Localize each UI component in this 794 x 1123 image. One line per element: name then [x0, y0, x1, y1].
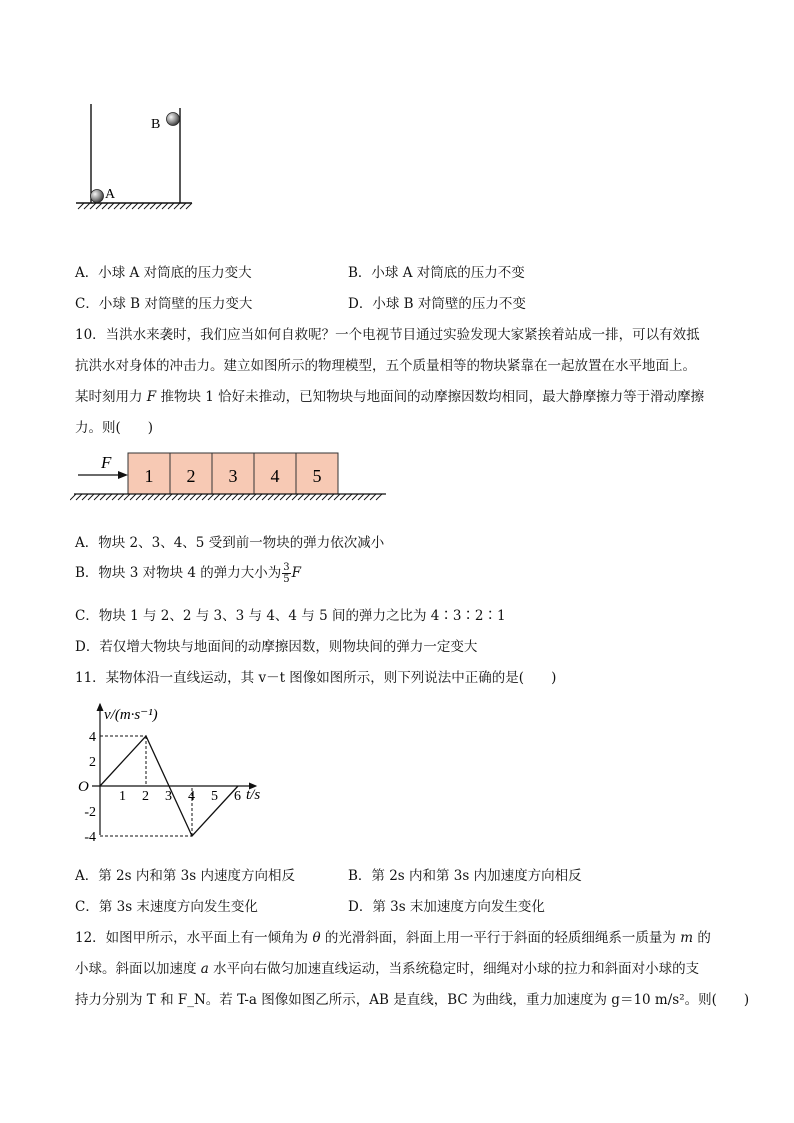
svg-text:5: 5 — [312, 466, 322, 486]
y-tick-label: -4 — [84, 830, 96, 845]
ground-hatch — [94, 494, 100, 500]
q9-option-c: C．小球 B 对筒壁的压力变大 — [75, 296, 253, 312]
ball-b — [167, 113, 180, 126]
x-tick-label: 6 — [234, 789, 241, 804]
q10-option-d: D．若仅增大物块与地面间的动摩擦因数，则物块间的弹力一定变大 — [75, 639, 478, 655]
q11-option-b: B．第 2s 内和第 3s 内加速度方向相反 — [348, 868, 582, 884]
y-tick-label: -2 — [84, 805, 96, 820]
blocks-figure — [70, 448, 390, 510]
ground-hatch — [166, 494, 172, 500]
q10-option-a: A．物块 2、3、4、5 受到前一物块的弹力依次减小 — [75, 535, 385, 551]
ball-a — [91, 190, 104, 203]
ground-hatch — [364, 494, 370, 500]
ground-hatch — [304, 494, 310, 500]
ground-hatch — [136, 494, 142, 500]
q11-option-c: C．第 3s 末速度方向发生变化 — [75, 899, 258, 915]
q9-option-d: D．小球 B 对筒壁的压力不变 — [348, 296, 526, 312]
y-tick-label: 2 — [89, 755, 96, 770]
ground-hatch — [262, 494, 268, 500]
x-axis-label: t/s — [246, 787, 261, 803]
x-tick-label: 4 — [188, 789, 195, 804]
ground-hatch — [112, 494, 118, 500]
q10-option-b: B．物块 3 对物块 4 的弹力大小为 $\frac{3}{5}$ F — [75, 562, 302, 585]
q10-stem-line3: 某时刻用力 F 推物块 1 恰好未推动，已知物块与地面间的动摩擦因数均相同，最大静摩擦力等于滑动摩擦 — [75, 389, 705, 405]
q12-stem-line2: 小球。斜面以加速度 a 水平向右做匀加速直线运动，当系统稳定时，细绳对小球的拉力和斜面对小球的支 — [75, 961, 700, 977]
ground-hatch — [118, 494, 124, 500]
ground-hatch — [352, 494, 358, 500]
label-a: A — [105, 187, 116, 202]
q9-option-b: B．小球 A 对筒底的压力不变 — [348, 265, 525, 281]
vt-graph — [70, 700, 280, 845]
fraction-three-fifths: $\frac{3}{5}$ — [283, 562, 290, 585]
ground-hatch — [250, 494, 256, 500]
block-2 — [170, 453, 212, 494]
ground-hatch — [76, 494, 82, 500]
ground-hatch — [226, 494, 232, 500]
ground-hatch — [274, 494, 280, 500]
ground-hatch — [196, 494, 202, 500]
y-axis-label: v/(m·s⁻¹) — [104, 707, 158, 723]
ground-hatch — [298, 494, 304, 500]
ground-hatch — [358, 494, 364, 500]
force-label: F — [101, 453, 112, 472]
y-tick-label: 4 — [89, 730, 96, 745]
ground-hatch — [160, 494, 166, 500]
ground-hatch — [220, 494, 226, 500]
q12-stem-line1: 12．如图甲所示，水平面上有一倾角为 θ 的光滑斜面，斜面上用一平行于斜面的轻质细绳系一质量为 m 的 — [75, 930, 711, 946]
block-5 — [296, 453, 338, 494]
ground-hatch — [268, 494, 274, 500]
svg-text:1: 1 — [144, 466, 154, 486]
block-4 — [254, 453, 296, 494]
ground-hatch — [322, 494, 328, 500]
ground-hatch — [190, 494, 196, 500]
ground-hatch — [208, 494, 214, 500]
ground-hatch — [106, 494, 112, 500]
ground-hatch — [70, 494, 76, 500]
block-3 — [212, 453, 254, 494]
ground-hatch — [316, 494, 322, 500]
ground-hatch — [328, 494, 334, 500]
x-tick-label: 2 — [142, 789, 149, 804]
ground-hatch — [100, 494, 106, 500]
ground-hatch — [184, 494, 190, 500]
q9-option-a: A．小球 A 对筒底的压力变大 — [75, 265, 252, 281]
q10-stem-line1: 10．当洪水来袭时，我们应当如何自救呢？一个电视节目通过实验发现大家紧挨着站成一排，可以有效抵 — [75, 327, 700, 343]
svg-text:3: 3 — [228, 466, 238, 486]
ground-hatch — [238, 494, 244, 500]
ground-hatch — [370, 494, 376, 500]
ground-hatch — [232, 494, 238, 500]
q11-option-d: D．第 3s 末加速度方向发生变化 — [348, 899, 545, 915]
ground-hatch — [88, 494, 94, 500]
origin-label: O — [78, 779, 89, 795]
ground-hatch — [124, 494, 130, 500]
block-1 — [128, 453, 170, 494]
x-tick-label: 1 — [119, 789, 126, 804]
ground-hatch — [340, 494, 346, 500]
x-tick-label: 5 — [211, 789, 218, 804]
ground-hatch — [148, 494, 154, 500]
ground-hatch — [280, 494, 286, 500]
ground-hatch — [82, 494, 88, 500]
ground-hatch — [346, 494, 352, 500]
q10-option-c: C．物块 1 与 2、2 与 3、3 与 4、4 与 5 间的弹力之比为 4∶3∶2∶1 — [75, 608, 506, 624]
ground-hatch — [172, 494, 178, 500]
ground-hatch — [292, 494, 298, 500]
ground-hatch — [286, 494, 292, 500]
ground-hatch — [178, 494, 184, 500]
ground-hatch — [334, 494, 340, 500]
label-b: B — [151, 117, 161, 132]
force-arrow — [78, 471, 128, 479]
ground-hatch — [202, 494, 208, 500]
ground-hatch — [214, 494, 220, 500]
q11-option-a: A．第 2s 内和第 3s 内速度方向相反 — [75, 868, 295, 884]
x-tick-label: 3 — [165, 789, 172, 804]
ground-hatch — [130, 494, 136, 500]
q10-stem-line4: 力。则( ) — [75, 420, 154, 436]
ground-hatch — [376, 494, 382, 500]
q11-stem: 11．某物体沿一直线运动，其 v－t 图像如图所示，则下列说法中正确的是( ) — [75, 670, 557, 686]
ground-hatch — [310, 494, 316, 500]
ground-hatch — [142, 494, 148, 500]
svg-text:4: 4 — [270, 466, 280, 486]
ground-hatch — [244, 494, 250, 500]
ground-hatch — [154, 494, 160, 500]
q10-stem-line2: 抗洪水对身体的冲击力。建立如图所示的物理模型，五个质量相等的物块紧靠在一起放置在水平地面上。 — [75, 358, 696, 374]
ground-hatch — [256, 494, 262, 500]
cylinder-figure — [70, 100, 200, 215]
q12-stem-line3: 持力分别为 T 和 F_N。若 T-a 图像如图乙所示，AB 是直线，BC 为曲线，重力加速度为 g＝10 m/s²。则( ) — [75, 992, 750, 1008]
svg-text:2: 2 — [186, 466, 196, 486]
